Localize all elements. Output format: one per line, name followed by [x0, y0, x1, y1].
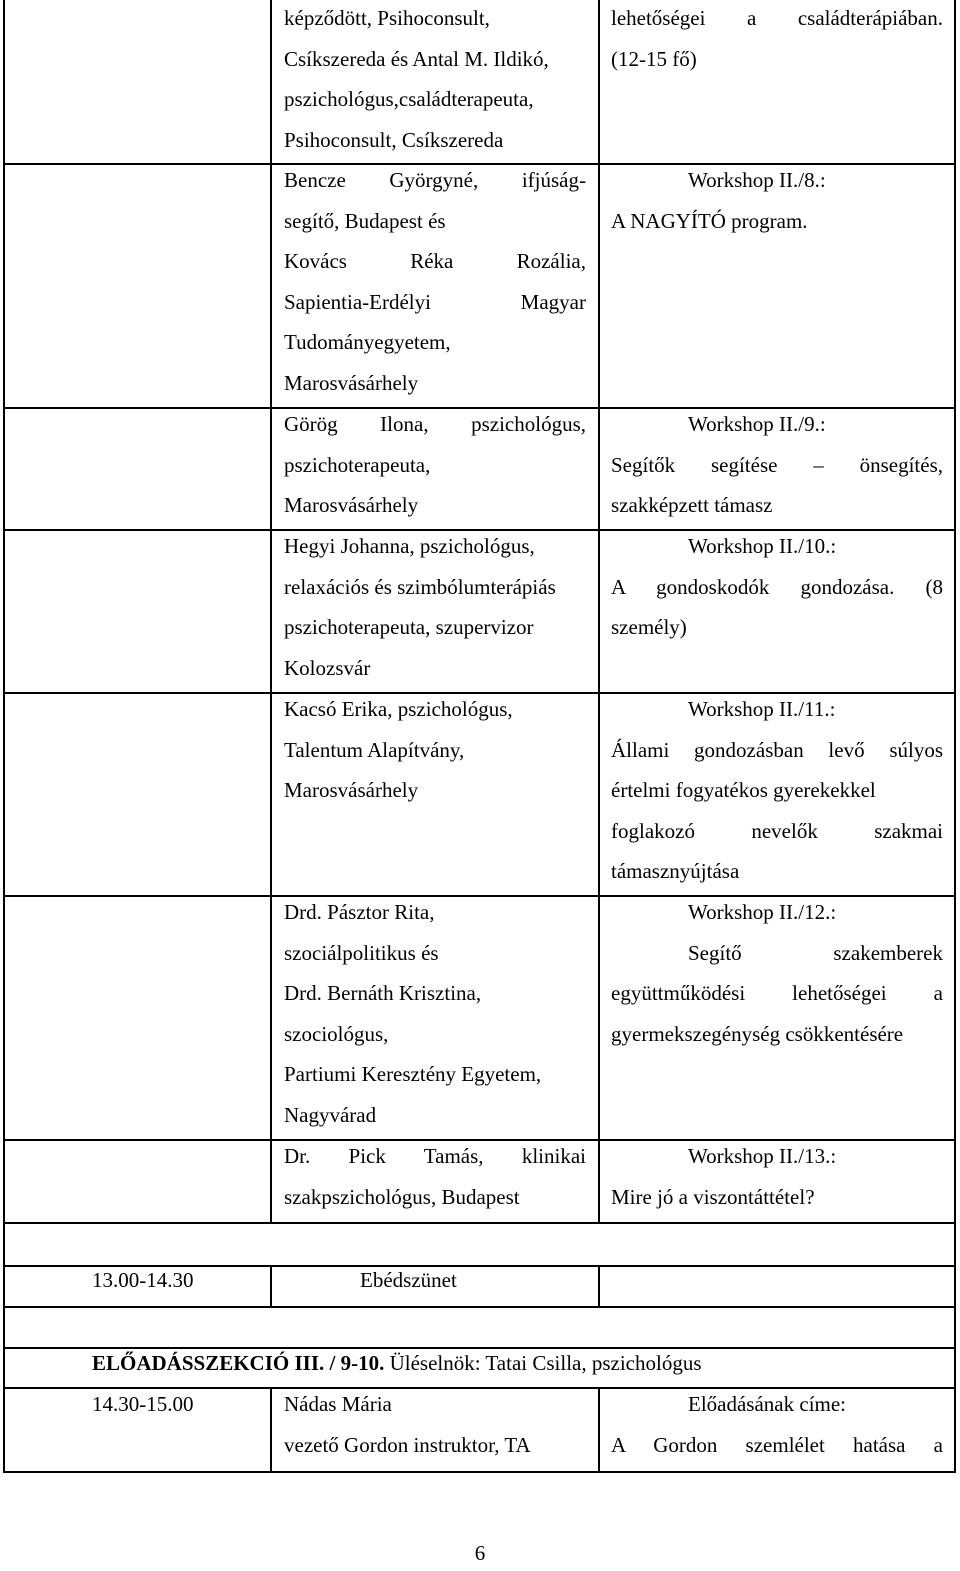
workshop-number: Workshop II./9.: — [688, 412, 826, 436]
workshop-number: Workshop II./8.: — [688, 168, 826, 192]
presenter-cell — [284, 0, 586, 160]
workshop-cell — [611, 404, 943, 526]
presenter-line: Bencze Györgyné, ifjúság- — [284, 168, 586, 192]
workshop-title-line: szakképzett támasz — [611, 493, 773, 517]
workshop-cell — [611, 689, 943, 892]
page-number: 6 — [474, 1541, 486, 1565]
presenter-line: szakpszichológus, Budapest — [284, 1184, 520, 1209]
table-rule — [3, 1306, 955, 1308]
table-rule — [598, 1265, 600, 1308]
presenter-cell — [284, 689, 586, 811]
section-title: ELŐADÁSSZEKCIÓ III. / 9-10. — [92, 1351, 385, 1375]
section-heading — [92, 1343, 702, 1384]
speaker-line: vezető Gordon instruktor, TA — [284, 1432, 531, 1457]
presenter-line: Csíkszereda és Antal M. Ildikó, — [284, 46, 549, 71]
workshop-number: Workshop II./10.: — [688, 534, 837, 558]
presenter-line: szociálpolitikus és — [284, 940, 439, 965]
presenter-line: segítő, Budapest és — [284, 208, 446, 233]
table-rule — [3, 1222, 955, 1224]
presenter-cell — [284, 160, 586, 403]
table-rule — [270, 1387, 272, 1473]
table-rule — [598, 1387, 600, 1473]
talk-title-label: Előadásának címe: — [688, 1392, 847, 1416]
presenter-line: Marosvásárhely — [284, 493, 419, 517]
workshop-title-line: foglakozó nevelők szakmai — [611, 818, 943, 843]
presenter-line: relaxációs és szimbólumterápiás — [284, 574, 556, 599]
workshop-title-line: A gondoskodók gondozása. (8 — [611, 574, 943, 599]
talk-title: A Gordon szemlélet hatása a — [611, 1432, 943, 1457]
lunch-label: Ebédszünet — [360, 1268, 457, 1292]
workshop-cell — [611, 160, 943, 241]
presenter-line: képződött, Psihoconsult, — [284, 6, 490, 30]
presenter-line: Psihoconsult, Csíkszereda — [284, 127, 504, 152]
table-rule — [3, 1471, 955, 1473]
presenter-line: Kacsó Erika, pszichológus, — [284, 697, 513, 721]
workshop-title-line: értelmi fogyatékos gyerekekkel — [611, 778, 876, 802]
workshop-title-line: Mire jó a viszontáttétel? — [611, 1184, 815, 1209]
presenter-line: Marosvásárhely — [284, 370, 419, 395]
workshop-number: Workshop II./11.: — [688, 697, 836, 721]
presenter-line: Kovács Réka Rozália, — [284, 249, 586, 273]
presenter-cell — [284, 404, 586, 526]
presenter-line: pszichológus,családterapeuta, — [284, 87, 534, 111]
presenter-line: Talentum Alapítvány, — [284, 737, 465, 762]
workshop-title-line: A NAGYÍTÓ program. — [611, 208, 808, 233]
presenter-line: pszichoterapeuta, szupervizor — [284, 615, 534, 639]
workshop-title-line: személy) — [611, 615, 687, 639]
workshop-title-line: Segítő szakemberek — [688, 940, 943, 965]
presenter-line: Nagyvárad — [284, 1102, 377, 1127]
presenter-cell — [284, 526, 586, 688]
presenter-line: Görög Ilona, pszichológus, — [284, 412, 586, 436]
speaker-line: Nádas Mária — [284, 1392, 392, 1416]
presenter-line: Sapientia-Erdélyi Magyar — [284, 289, 586, 314]
lunch-time: 13.00-14.30 — [92, 1268, 194, 1292]
presenter-line: Drd. Pásztor Rita, — [284, 900, 435, 924]
workshop-title-line: (12-15 fő) — [611, 46, 697, 71]
workshop-title-line: lehetőségei a családterápiában. — [611, 6, 943, 30]
presenter-line: Drd. Bernáth Krisztina, — [284, 981, 482, 1005]
talk-time: 14.30-15.00 — [92, 1392, 194, 1416]
presenter-line: szociológus, — [284, 1021, 389, 1046]
presenter-line: Partiumi Keresztény Egyetem, — [284, 1062, 542, 1086]
workshop-title-line: támasznyújtása — [611, 859, 740, 883]
section-chair: Üléselnök: Tatai Csilla, pszichológus — [384, 1351, 702, 1375]
workshop-cell — [611, 892, 943, 1054]
presenter-line: Marosvásárhely — [284, 778, 419, 802]
table-rule — [270, 1265, 272, 1308]
presenter-line: pszichoterapeuta, — [284, 452, 431, 477]
presenter-line: Hegyi Johanna, pszichológus, — [284, 534, 535, 558]
workshop-title-line: Állami gondozásban levő súlyos — [611, 737, 943, 762]
workshop-title-line: Segítők segítése – önsegítés, — [611, 452, 943, 477]
presenter-cell — [284, 892, 586, 1135]
workshop-cell — [611, 0, 943, 79]
table-rule — [598, 0, 600, 1224]
table-rule — [270, 0, 272, 1224]
workshop-title-line: gyermekszegénység csökkentésére — [611, 1021, 904, 1046]
table-rule — [3, 0, 5, 1473]
presenter-cell — [284, 1136, 586, 1217]
presenter-line: Kolozsvár — [284, 655, 371, 680]
workshop-number: Workshop II./12.: — [688, 900, 837, 924]
talk-title-cell — [611, 1384, 943, 1465]
workshop-cell — [611, 1136, 943, 1217]
presenter-line: Dr. Pick Tamás, klinikai — [284, 1144, 586, 1168]
workshop-number: Workshop II./13.: — [688, 1144, 837, 1168]
speaker-cell — [284, 1384, 586, 1465]
table-rule — [954, 0, 956, 1473]
workshop-cell — [611, 526, 943, 648]
workshop-title-line: együttműködési lehetőségei a — [611, 981, 943, 1005]
presenter-line: Tudományegyetem, — [284, 330, 451, 354]
